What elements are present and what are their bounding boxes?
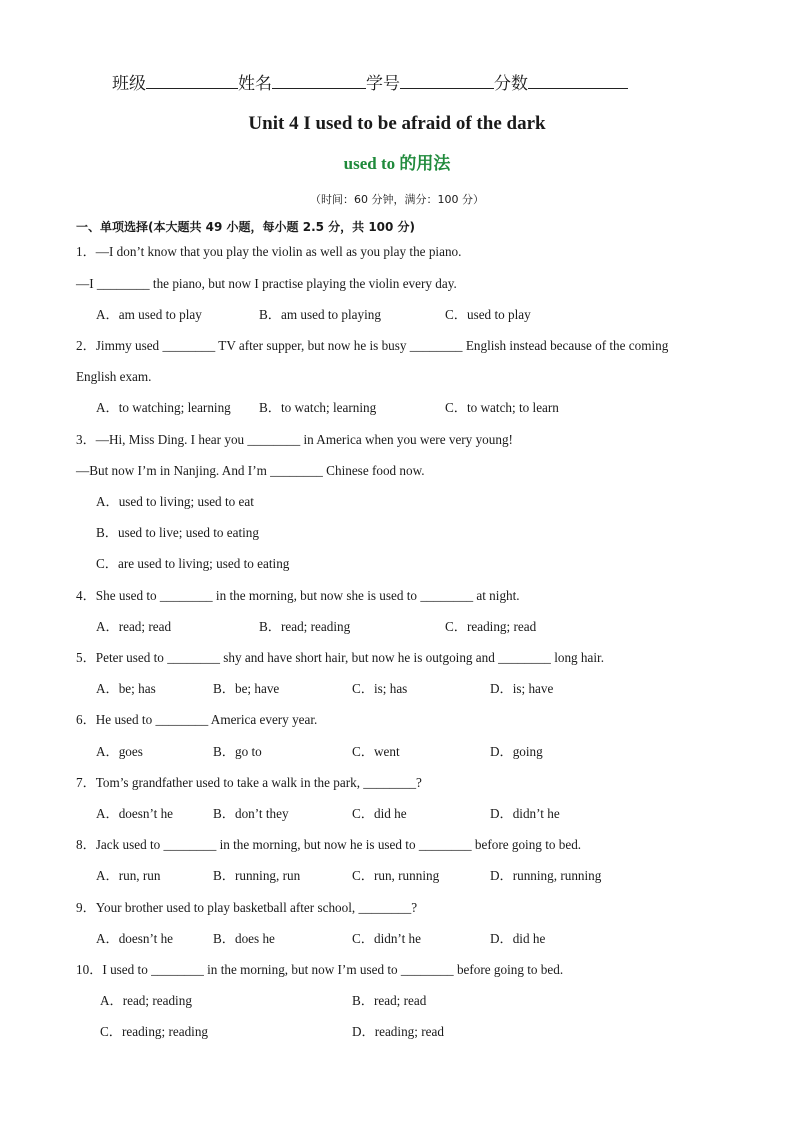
- question-10-option-d: D．reading; read: [352, 1024, 444, 1039]
- question-1-option-b: B．am used to playing: [259, 307, 381, 322]
- question-7-line-1: 7．Tom’s grandfather used to take a walk in the park, ________?: [76, 775, 422, 790]
- question-3-line-1: 3．—Hi, Miss Ding. I hear you ________ in America when you were very young!: [76, 432, 513, 447]
- question-5-option-b: B．be; have: [213, 681, 280, 696]
- student-info-line: [112, 70, 672, 96]
- question-8-option-d: D．running, running: [490, 868, 602, 883]
- number-label: 学号: [366, 74, 400, 94]
- question-3-option-b: B．used to live; used to eating: [96, 525, 259, 540]
- question-4-option-b: B．read; reading: [259, 619, 351, 634]
- question-9-option-c: C．didn’t he: [352, 931, 421, 946]
- score-label: 分数: [494, 74, 528, 94]
- question-6-option-c: C．went: [352, 744, 400, 759]
- question-8-option-c: C．run, running: [352, 868, 440, 883]
- question-7-option-d: D．didn’t he: [490, 806, 560, 821]
- score-blank: [528, 70, 628, 89]
- question-2-line-1: 2．Jimmy used ________ TV after supper, but now he is busy ________ English instead because of the coming: [76, 338, 669, 353]
- number-blank: [400, 70, 494, 89]
- question-6-option-a: A．goes: [96, 744, 143, 759]
- question-9-option-a: A．doesn’t he: [96, 931, 174, 946]
- question-8-option-a: A．run, run: [96, 868, 161, 883]
- subtitle-english: used to: [343, 154, 396, 173]
- question-7-option-b: B．don’t they: [213, 806, 289, 821]
- question-6-option-b: B．go to: [213, 744, 262, 759]
- page-subtitle: [0, 152, 794, 176]
- question-9-line-1: 9．Your brother used to play basketball after school, ________?: [76, 900, 418, 915]
- question-2-option-b: B．to watch; learning: [259, 400, 377, 415]
- name-blank: [272, 70, 366, 89]
- question-7-option-a: A．doesn’t he: [96, 806, 174, 821]
- question-3-option-c: C．are used to living; used to eating: [96, 556, 290, 571]
- question-5-line-1: 5．Peter used to ________ shy and have short hair, but now he is outgoing and ________ long hair.: [76, 650, 605, 665]
- name-label: 姓名: [238, 74, 272, 94]
- question-8-option-b: B．running, run: [213, 868, 301, 883]
- question-10-option-a: A．read; reading: [100, 993, 192, 1008]
- page-title: Unit 4 I used to be afraid of the dark: [248, 113, 546, 134]
- question-5-option-c: C．is; has: [352, 681, 408, 696]
- class-blank: [146, 70, 238, 89]
- question-10-line-1: 10．I used to ________ in the morning, but now I’m used to ________ before going to bed.: [76, 962, 564, 977]
- time-note: （时间：60 分钟，满分：100 分）: [310, 193, 484, 206]
- question-10-option-c: C．reading; reading: [100, 1024, 209, 1039]
- section-heading: 一、单项选择(本大题共 49 小题，每小题 2.5 分，共 100 分): [76, 220, 416, 234]
- question-1-line-1: 1．—I don’t know that you play the violin as well as you play the piano.: [76, 244, 462, 259]
- question-6-option-d: D．going: [490, 744, 543, 759]
- question-2-option-c: C．to watch; to learn: [445, 400, 559, 415]
- question-2-line-2: English exam.: [76, 369, 152, 384]
- question-3-line-2: —But now I’m in Nanjing. And I’m ________ Chinese food now.: [76, 463, 425, 478]
- class-label: 班级: [112, 74, 146, 94]
- question-10-option-b: B．read; read: [352, 993, 427, 1008]
- question-4-line-1: 4．She used to ________ in the morning, but now she is used to ________ at night.: [76, 588, 520, 603]
- question-3-option-a: A．used to living; used to eat: [96, 494, 254, 509]
- question-1-option-c: C．used to play: [445, 307, 531, 322]
- question-7-option-c: C．did he: [352, 806, 407, 821]
- question-9-option-d: D．did he: [490, 931, 546, 946]
- question-4-option-a: A．read; read: [96, 619, 172, 634]
- question-5-option-d: D．is; have: [490, 681, 554, 696]
- question-4-option-c: C．reading; read: [445, 619, 537, 634]
- question-8-line-1: 8．Jack used to ________ in the morning, but now he is used to ________ before going to bed.: [76, 837, 582, 852]
- question-1-line-2: —I ________ the piano, but now I practise playing the violin every day.: [76, 276, 457, 291]
- subtitle-chinese: 的用法: [399, 154, 451, 174]
- question-5-option-a: A．be; has: [96, 681, 156, 696]
- question-1-option-a: A．am used to play: [96, 307, 202, 322]
- question-9-option-b: B．does he: [213, 931, 275, 946]
- question-2-option-a: A．to watching; learning: [96, 400, 231, 415]
- question-6-line-1: 6．He used to ________ America every year.: [76, 712, 318, 727]
